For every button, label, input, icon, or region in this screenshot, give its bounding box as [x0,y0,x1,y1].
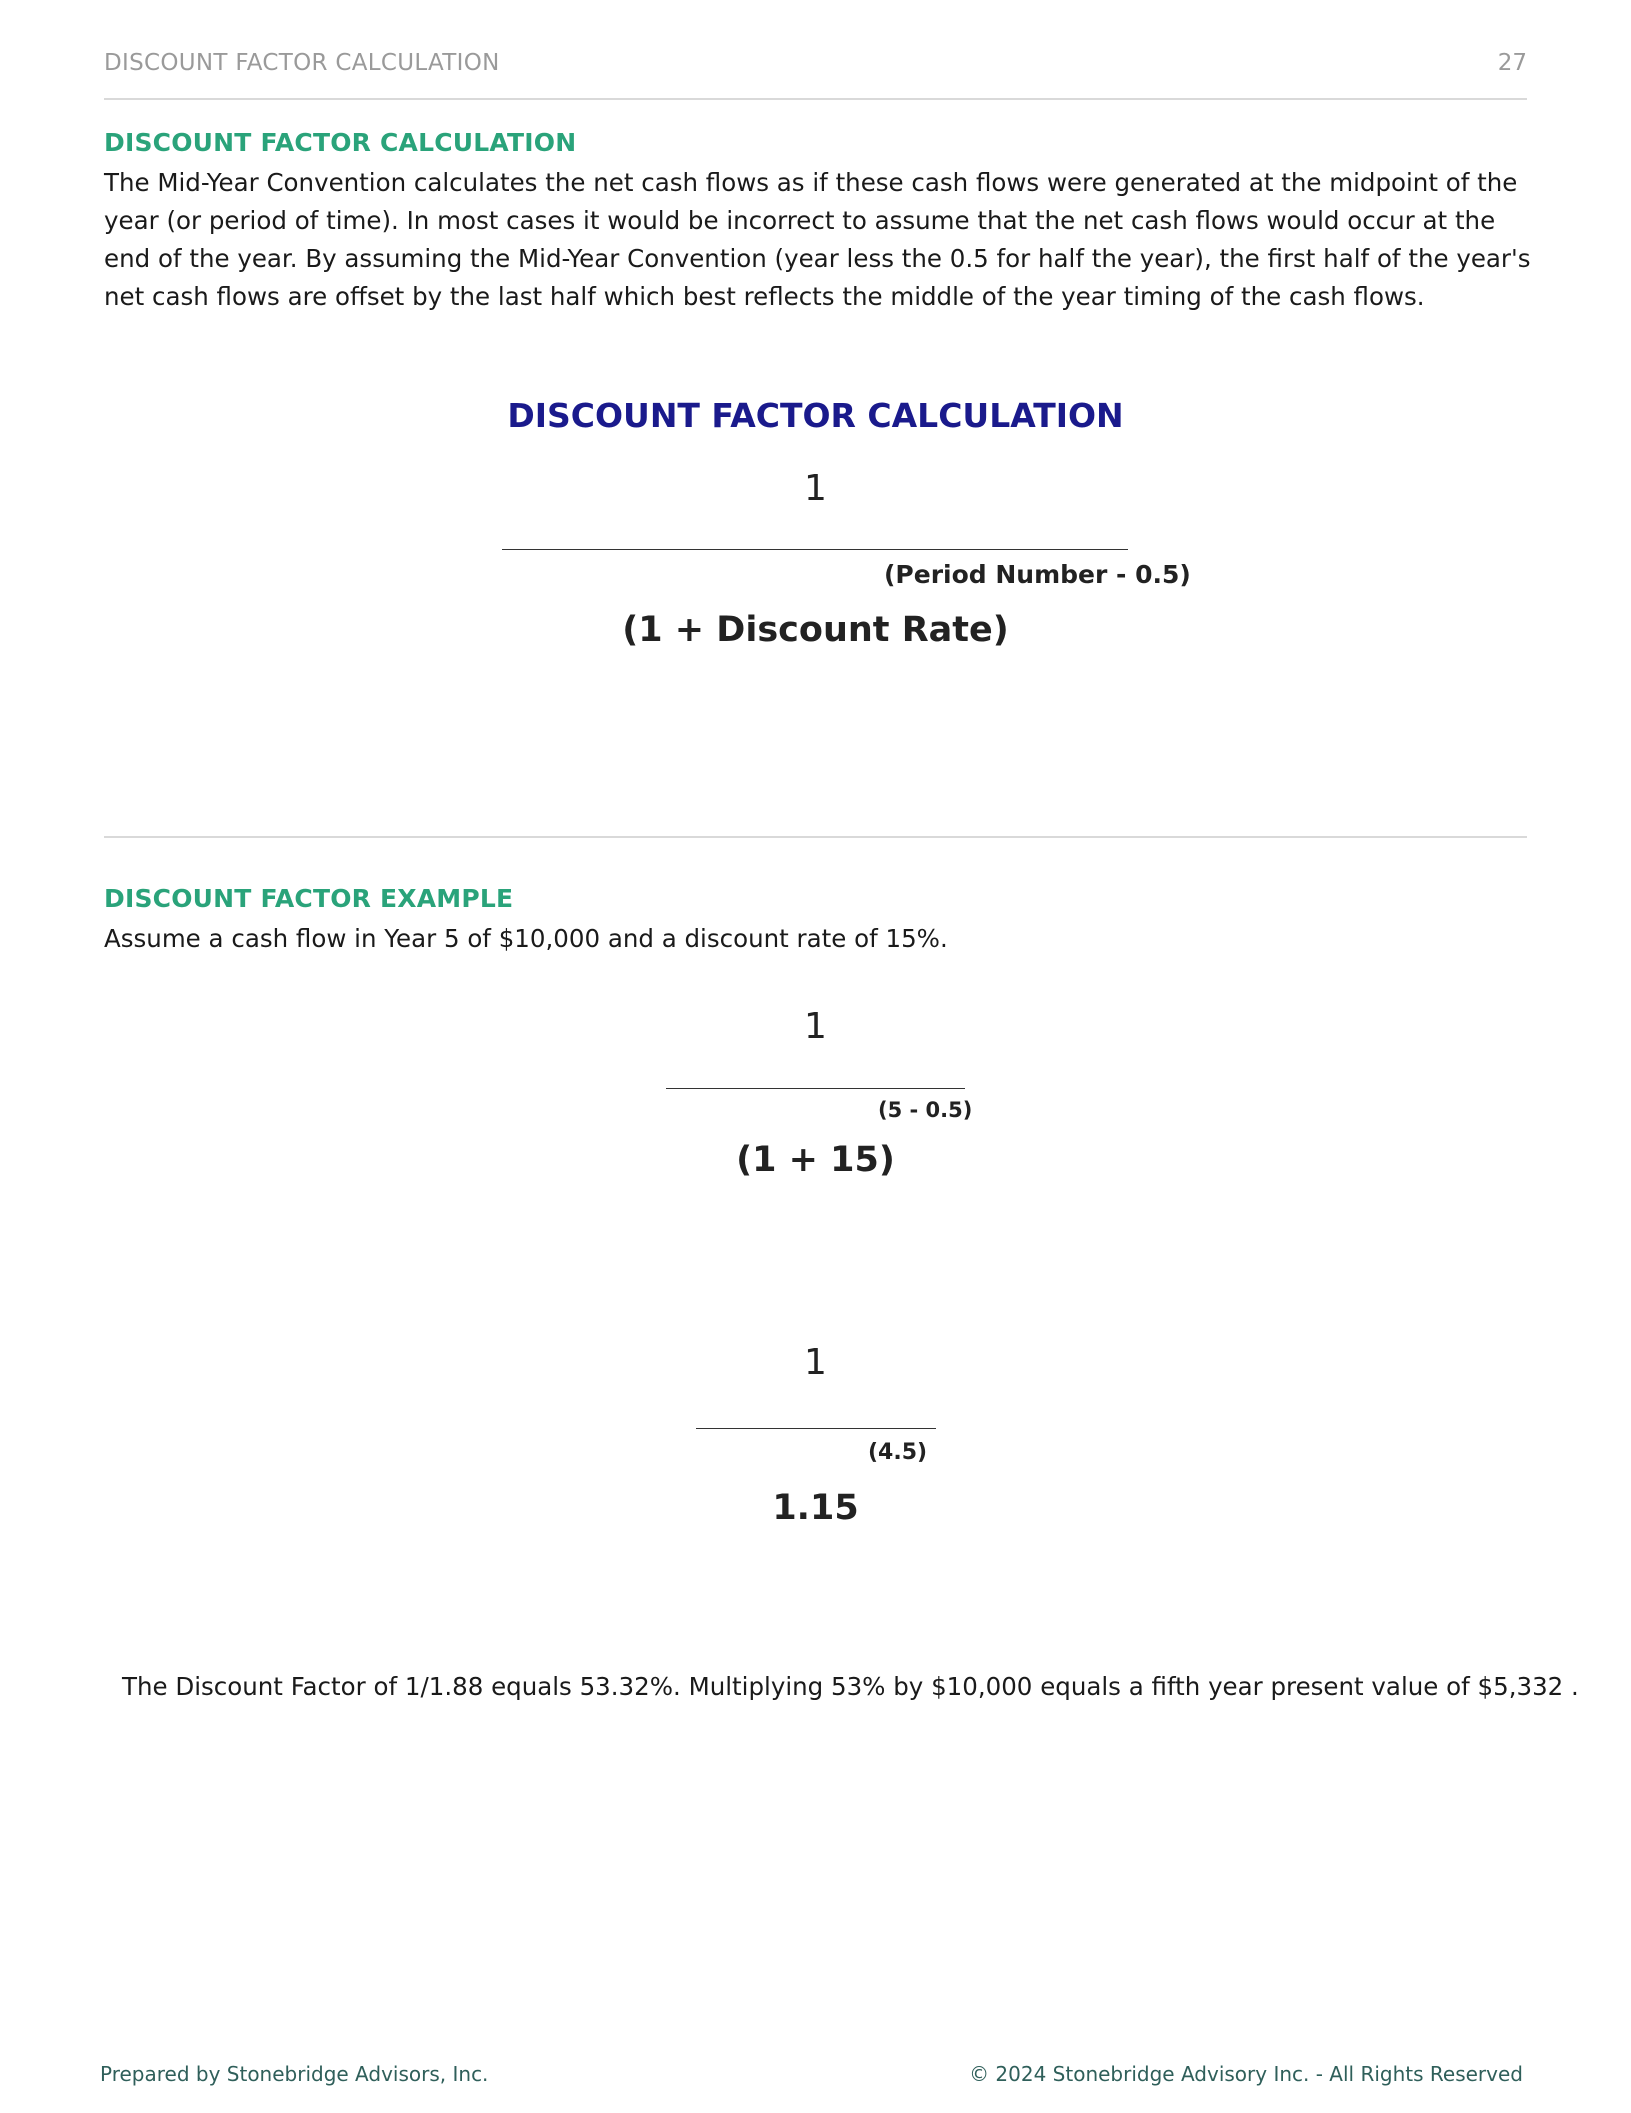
example1-denominator: (1 + 15) [736,1140,895,1180]
example2-fraction-line [696,1428,936,1429]
running-title: DISCOUNT FACTOR CALCULATION [104,50,500,76]
example1-fraction-line [666,1088,965,1089]
example1-exponent: (5 - 0.5) [878,1098,973,1122]
formula-title: DISCOUNT FACTOR CALCULATION [507,396,1124,435]
formula-denominator: (1 + Discount Rate) [622,610,1009,650]
section-heading-example: DISCOUNT FACTOR EXAMPLE [104,884,514,913]
example2-numerator: 1 [804,1342,827,1383]
example-paragraph: Assume a cash flow in Year 5 of $10,000 and a discount rate of 15%. [104,924,948,953]
formula-numerator: 1 [804,468,827,509]
calculation-paragraph: The Mid-Year Convention calculates the net cash flows as if these cash flows were generated at the midpoint of the year (or period of time). In most cases it would be incorrect to assume that the net cash flows would occur at the end of the year. By assuming the Mid-Year Convention (year less the 0.5 for half the year), the first half of the year's net cash flows are offset by the last half which best reflects the middle of the year timing of the cash flows. [104,168,1531,311]
example1-numerator: 1 [804,1006,827,1047]
header-divider [104,98,1527,100]
formula-exponent: (Period Number - 0.5) [884,560,1191,589]
example2-denominator: 1.15 [772,1488,859,1528]
footer-copyright: © 2024 Stonebridge Advisory Inc. - All Rights Reserved [969,2062,1523,2086]
page-number: 27 [1497,50,1527,76]
footer-prepared-by: Prepared by Stonebridge Advisors, Inc. [100,2062,489,2086]
example2-exponent: (4.5) [868,1440,928,1465]
formula-fraction-line [502,549,1128,550]
section-heading-calculation: DISCOUNT FACTOR CALCULATION [104,128,577,157]
conclusion-text: The Discount Factor of 1/1.88 equals 53.32%. Multiplying 53% by $10,000 equals a fifth year present value of $5,332 . [122,1672,1579,1701]
section-divider [104,836,1527,838]
